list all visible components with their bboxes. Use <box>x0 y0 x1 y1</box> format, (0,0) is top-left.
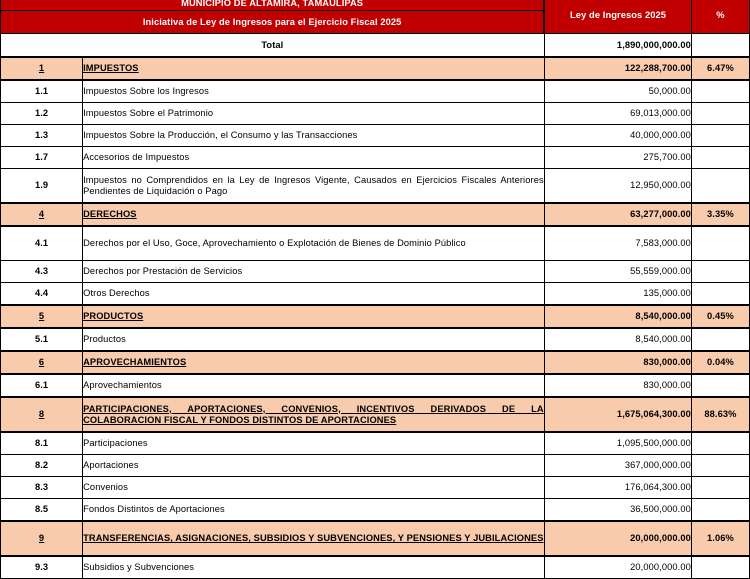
row-code <box>1 203 83 226</box>
total-amount: 1,890,000,000.00 <box>544 34 691 58</box>
row-percent <box>691 226 749 261</box>
row-code <box>1 521 83 556</box>
row-code-text: 4.4 <box>34 288 49 299</box>
row-code <box>1 226 83 261</box>
row-concept-text: IMPUESTOS <box>83 63 139 74</box>
table-row <box>1 203 750 226</box>
table-row <box>1 169 750 204</box>
row-code-text: 8.5 <box>34 504 49 515</box>
table-row <box>1 57 750 80</box>
row-code-text: 1.3 <box>34 130 49 141</box>
row-code <box>1 305 83 328</box>
table-row <box>1 328 750 351</box>
row-concept <box>83 374 545 397</box>
row-concept <box>83 455 545 477</box>
column-header-percent: % <box>691 0 749 34</box>
row-code-text: 5 <box>38 311 45 322</box>
row-code <box>1 328 83 351</box>
row-amount: 8,540,000.00 <box>544 305 691 328</box>
table-row <box>1 521 750 556</box>
row-code-text: 8.1 <box>34 438 49 449</box>
column-header-amount: Ley de Ingresos 2025 <box>544 0 691 34</box>
row-concept-text: Fondos Distintos de Aportaciones <box>83 504 225 515</box>
row-code <box>1 103 83 125</box>
row-percent: 3.35% <box>691 203 749 226</box>
row-concept-text: TRANSFERENCIAS, ASIGNACIONES, SUBSIDIOS Y SUBVENCIONES, Y PENSIONES Y JUBILACIONES <box>83 533 544 544</box>
row-percent: 1.06% <box>691 521 749 556</box>
row-concept-text: Impuestos Sobre los Ingresos <box>83 86 209 97</box>
row-percent <box>691 147 749 169</box>
row-code-text: 6.1 <box>34 380 49 391</box>
row-concept-text: Participaciones <box>83 438 148 449</box>
row-concept <box>83 57 545 80</box>
row-code-text: 1 <box>38 63 45 74</box>
row-concept-text: Impuestos Sobre la Producción, el Consumo y las Transacciones <box>83 130 358 141</box>
row-code-text: 4.3 <box>34 266 49 277</box>
row-code <box>1 351 83 374</box>
row-concept-text: Otros Derechos <box>83 288 150 299</box>
row-code <box>1 80 83 103</box>
row-concept-text: Derechos por Prestación de Servicios <box>83 266 243 277</box>
row-concept-text: Subsidios y Subvenciones <box>83 562 195 573</box>
row-code <box>1 169 83 204</box>
row-code-text: 8.3 <box>34 482 49 493</box>
row-code <box>1 261 83 283</box>
row-code-text: 1.2 <box>34 108 49 119</box>
row-code <box>1 556 83 579</box>
row-concept-text: Accesorios de Impuestos <box>83 152 190 163</box>
table-body <box>1 0 750 579</box>
row-amount: 135,000.00 <box>544 283 691 306</box>
row-amount: 50,000.00 <box>544 80 691 103</box>
table-row <box>1 305 750 328</box>
row-percent: 0.04% <box>691 351 749 374</box>
total-label: Total <box>1 34 545 58</box>
row-percent <box>691 80 749 103</box>
row-concept <box>83 147 545 169</box>
row-concept <box>83 80 545 103</box>
row-concept-text: DERECHOS <box>83 209 137 220</box>
row-percent <box>691 432 749 455</box>
row-code <box>1 455 83 477</box>
row-concept-text: Productos <box>83 334 126 345</box>
row-amount: 12,950,000.00 <box>544 169 691 204</box>
row-amount: 63,277,000.00 <box>544 203 691 226</box>
row-concept-text: Aportaciones <box>83 460 139 471</box>
row-concept-text: PARTICIPACIONES, APORTACIONES, CONVENIOS, INCENTIVOS DERIVADOS DE LA COLABORACION FISCAL Y FONDOS DISTINTOS DE APORTACIONES <box>83 403 544 425</box>
table-row <box>1 477 750 499</box>
table-row <box>1 556 750 579</box>
row-concept <box>83 125 545 147</box>
row-concept <box>83 556 545 579</box>
table-row <box>1 499 750 522</box>
row-code <box>1 283 83 306</box>
row-concept-text: PRODUCTOS <box>83 311 144 322</box>
table-row <box>1 147 750 169</box>
row-percent <box>691 556 749 579</box>
row-percent <box>691 328 749 351</box>
municipality-title: MUNICIPIO DE ALTAMIRA, TAMAULIPAS <box>1 0 545 11</box>
row-concept <box>83 432 545 455</box>
row-percent <box>691 125 749 147</box>
table-row <box>1 374 750 397</box>
table-row <box>1 226 750 261</box>
row-concept <box>83 397 545 432</box>
row-code <box>1 147 83 169</box>
row-concept <box>83 169 545 204</box>
row-code <box>1 432 83 455</box>
row-concept <box>83 351 545 374</box>
table-row <box>1 397 750 432</box>
table-row <box>1 103 750 125</box>
row-amount: 830,000.00 <box>544 374 691 397</box>
row-code-text: 9.3 <box>34 562 49 573</box>
row-amount: 7,583,000.00 <box>544 226 691 261</box>
row-code <box>1 397 83 432</box>
row-concept <box>83 305 545 328</box>
row-concept <box>83 328 545 351</box>
row-code-text: 4.1 <box>34 238 49 249</box>
table-row <box>1 261 750 283</box>
initiative-title: Iniciativa de Ley de Ingresos para el Ejercicio Fiscal 2025 <box>1 11 545 34</box>
row-amount: 40,000,000.00 <box>544 125 691 147</box>
table-row <box>1 455 750 477</box>
table-row <box>1 283 750 306</box>
row-concept-text: Derechos por el Uso, Goce, Aprovechamiento o Explotación de Bienes de Dominio Público <box>83 238 466 249</box>
row-percent <box>691 374 749 397</box>
row-concept-text: Convenios <box>83 482 128 493</box>
row-amount: 36,500,000.00 <box>544 499 691 522</box>
row-concept <box>83 499 545 522</box>
row-concept <box>83 261 545 283</box>
row-code-text: 9 <box>38 533 45 544</box>
row-code <box>1 374 83 397</box>
row-amount: 20,000,000.00 <box>544 521 691 556</box>
row-amount: 1,095,500,000.00 <box>544 432 691 455</box>
row-amount: 367,000,000.00 <box>544 455 691 477</box>
row-concept <box>83 203 545 226</box>
row-amount: 122,288,700.00 <box>544 57 691 80</box>
row-concept <box>83 226 545 261</box>
row-percent <box>691 261 749 283</box>
table-row <box>1 125 750 147</box>
row-code <box>1 125 83 147</box>
row-amount: 20,000,000.00 <box>544 556 691 579</box>
row-code-text: 1.1 <box>34 86 49 97</box>
row-code-text: 6 <box>38 357 45 368</box>
row-concept <box>83 477 545 499</box>
row-percent <box>691 455 749 477</box>
row-amount: 176,064,300.00 <box>544 477 691 499</box>
row-code <box>1 499 83 522</box>
total-percent <box>691 34 749 58</box>
row-code-text: 8.2 <box>34 460 49 471</box>
row-percent <box>691 103 749 125</box>
row-code-text: 4 <box>38 209 45 220</box>
row-concept <box>83 521 545 556</box>
row-amount: 69,013,000.00 <box>544 103 691 125</box>
row-code-text: 8 <box>38 409 45 420</box>
table-row <box>1 432 750 455</box>
row-code-text: 5.1 <box>34 334 49 345</box>
table-row <box>1 351 750 374</box>
row-amount: 55,559,000.00 <box>544 261 691 283</box>
row-code <box>1 57 83 80</box>
row-percent <box>691 283 749 306</box>
row-code-text: 1.7 <box>34 152 49 163</box>
row-amount: 1,675,064,300.00 <box>544 397 691 432</box>
row-percent <box>691 169 749 204</box>
row-concept <box>83 103 545 125</box>
row-concept-text: Aprovechamientos <box>83 380 162 391</box>
row-percent: 88.63% <box>691 397 749 432</box>
row-concept-text: APROVECHAMIENTOS <box>83 357 187 368</box>
row-concept <box>83 283 545 306</box>
header-row-municipality <box>1 0 750 11</box>
row-percent <box>691 477 749 499</box>
row-percent: 6.47% <box>691 57 749 80</box>
row-amount: 830,000.00 <box>544 351 691 374</box>
row-percent <box>691 499 749 522</box>
row-amount: 275,700.00 <box>544 147 691 169</box>
row-concept-text: Impuestos no Comprendidos en la Ley de Ingresos Vigente, Causados en Ejercicios Fiscales Anteriores Pendientes de Liquidación o Pago <box>83 174 544 196</box>
row-percent: 0.45% <box>691 305 749 328</box>
row-concept-text: Impuestos Sobre el Patrimonio <box>83 108 214 119</box>
row-code-text: 1.9 <box>34 180 49 191</box>
row-code <box>1 477 83 499</box>
table-row <box>1 80 750 103</box>
total-row <box>1 34 750 58</box>
row-amount: 8,540,000.00 <box>544 328 691 351</box>
